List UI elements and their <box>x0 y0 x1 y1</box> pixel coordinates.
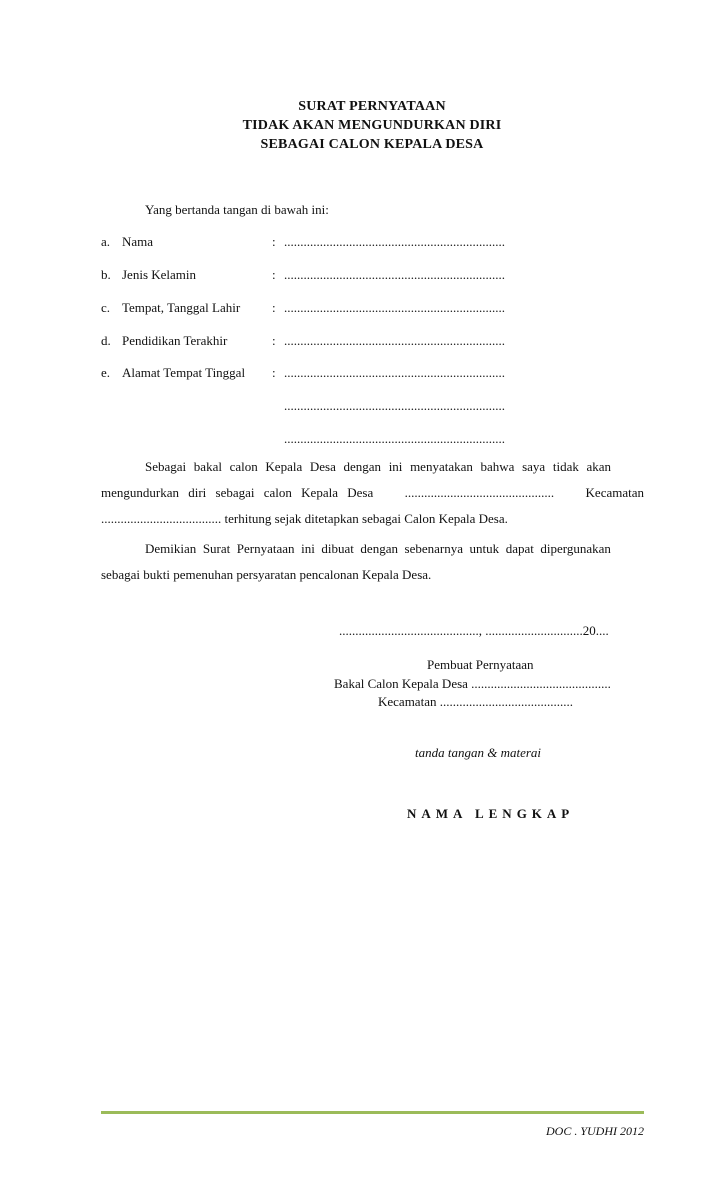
field-colon: : <box>272 267 276 282</box>
statement-line-2 <box>101 480 644 506</box>
signer-role: Pembuat Pernyataan <box>427 657 534 672</box>
statement-line-3: ..................................... terhitung sejak ditetapkan sebagai Calon Kepala Desa. <box>101 511 508 526</box>
field-blank: .................................................................... <box>284 365 505 380</box>
closing-paragraph <box>101 536 644 588</box>
village-blank: .............................................. <box>404 485 555 500</box>
field-colon: : <box>272 300 276 315</box>
field-label: Pendidikan Terakhir <box>122 333 228 348</box>
title-line-2: TIDAK AKAN MENGUNDURKAN DIRI <box>242 118 502 133</box>
field-letter: d. <box>101 333 111 348</box>
field-blank: .................................................................... <box>284 267 505 282</box>
field-letter: a. <box>101 234 111 249</box>
field-label: Nama <box>122 234 154 249</box>
closing-line-2: sebagai bukti pemenuhan persyaratan pencalonan Kepala Desa. <box>101 567 432 582</box>
intro-text: Yang bertanda tangan di bawah ini: <box>145 202 329 217</box>
field-blank: .................................................................... <box>284 234 505 249</box>
document-title <box>0 97 728 154</box>
signer-candidate: Bakal Calon Kepala Desa ........................................... <box>334 676 611 691</box>
title-line-3: SEBAGAI CALON KEPALA DESA <box>260 137 484 152</box>
signer-full-name: NAMA LENGKAP <box>407 806 575 821</box>
stamp-note: tanda tangan & materai <box>415 745 542 760</box>
signer-district: Kecamatan ......................................... <box>378 694 573 709</box>
statement-text: mengundurkan diri sebagai calon Kepala Desa <box>101 485 374 500</box>
field-label: Tempat, Tanggal Lahir <box>122 300 241 315</box>
field-blank: .................................................................... <box>284 333 505 348</box>
statement-paragraph <box>101 454 644 532</box>
field-label: Jenis Kelamin <box>122 267 197 282</box>
field-letter: c. <box>101 300 111 315</box>
field-colon: : <box>272 365 276 380</box>
field-blank: .................................................................... <box>284 300 505 315</box>
address-blank-line: .................................................................... <box>284 398 505 413</box>
place-date: ..........................................., ..............................20.... <box>339 623 609 638</box>
field-label: Alamat Tempat Tinggal <box>122 365 246 380</box>
kecamatan-label: Kecamatan <box>585 485 644 500</box>
field-letter: e. <box>101 365 111 380</box>
field-colon: : <box>272 333 276 348</box>
closing-line-1: Demikian Surat Pernyataan ini dibuat dengan sebenarnya untuk dapat dipergunakan <box>145 541 611 556</box>
footer-label: DOC . YUDHI 2012 <box>545 1124 644 1138</box>
footer-rule <box>101 1111 644 1114</box>
field-colon: : <box>272 234 276 249</box>
address-blank-line: .................................................................... <box>284 431 505 446</box>
statement-line-1: Sebagai bakal calon Kepala Desa dengan ini menyatakan bahwa saya tidak akan <box>145 459 612 474</box>
field-letter: b. <box>101 267 111 282</box>
title-line-1: SURAT PERNYATAAN <box>298 99 446 114</box>
